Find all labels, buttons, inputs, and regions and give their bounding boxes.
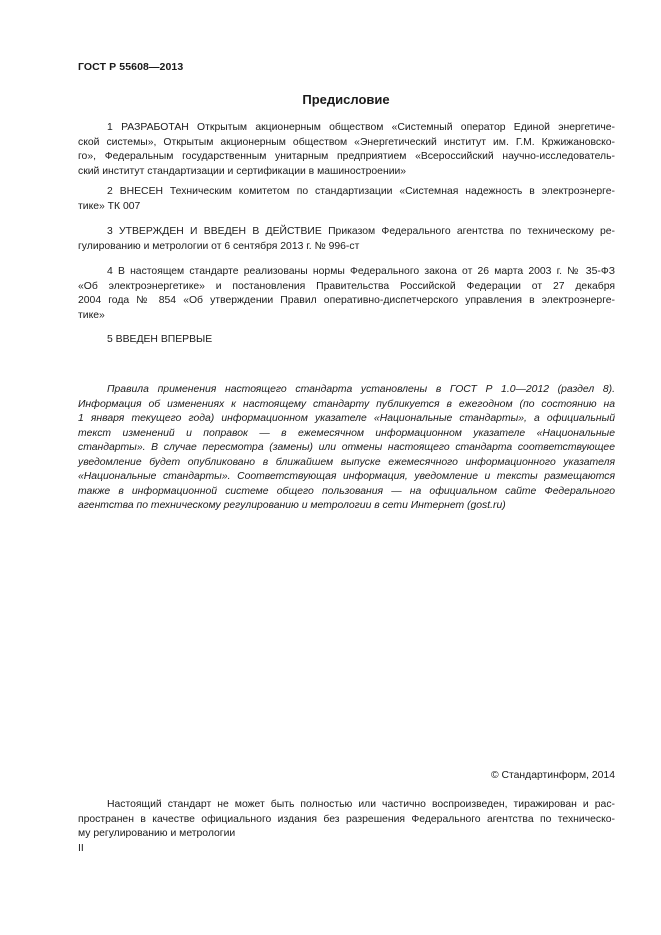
page-number: II — [78, 843, 84, 854]
text-line: «Об электроэнергетике» и постановления Правительства Российской Федерации от 27 декабря — [78, 280, 615, 292]
text-line: 1 января текущего года) информационном указателе «Национальные стандарты», а официальный — [78, 413, 615, 424]
text-line: 2004 года № 854 «Об утверждении Правил оперативно-диспетчерского управления в электроэнерге- — [78, 295, 615, 306]
text-line: текст изменений и поправок — в ежемесячном информационном указателе «Национальные — [78, 427, 615, 439]
text-line: 1 РАЗРАБОТАН Открытым акционерным обществом «Системный оператор Единой энергетиче- — [107, 122, 615, 133]
text-line: 2 ВНЕСЕН Техническим комитетом по стандартизации «Системная надежность в электроэнерге- — [107, 186, 615, 197]
text-line: ский институт стандартизации и сертификации в машиностроении» — [78, 165, 407, 177]
foreword-item-4 — [78, 265, 615, 323]
foreword-item-1 — [78, 121, 615, 179]
foreword-item-3 — [78, 225, 615, 254]
text-line: гулированию и метрологии от 6 сентября 2013 г. № 996-ст — [78, 240, 360, 252]
text-line: 4 В настоящем стандарте реализованы нормы Федерального закона от 26 марта 2003 г. № 35-ФЗ — [107, 266, 615, 277]
text-line: му регулированию и метрологии — [78, 828, 236, 839]
copyright-notice: © Стандартинформ, 2014 — [490, 770, 615, 781]
text-line: ской системы», Открытым акционерным обществом «Энергетический институт им. Г.М. Кржижановско- — [78, 136, 615, 148]
foreword-title: Предисловие — [302, 92, 390, 107]
text-line: «Национальные стандарты». Соответствующая информация, уведомление и тексты размещаются — [78, 471, 615, 482]
text-line: агентства по техническому регулированию и метрологии в сети Интернет (gost.ru) — [78, 500, 506, 511]
text-line: пространен в качестве официального издания без разрешения Федерального агентства по техническо- — [78, 813, 615, 825]
text-line: тике» — [78, 309, 105, 321]
text-line: го», Федеральным государственным унитарным предприятием «Всероссийский научно-исследователь- — [78, 151, 615, 162]
reproduction-notice — [78, 798, 615, 842]
text-line: Информация об изменениях к настоящему стандарту публикуется в ежегодном (по состоянию на — [78, 398, 615, 410]
text-line: 5 ВВЕДЕН ВПЕРВЫЕ — [107, 334, 213, 345]
foreword-item-2 — [78, 185, 615, 214]
text-line: стандарты». В случае пересмотра (замены) или отмены настоящего стандарта соответствующее — [78, 442, 615, 453]
document-code: ГОСТ Р 55608—2013 — [78, 61, 184, 73]
text-line: Правила применения настоящего стандарта установлены в ГОСТ Р 1.0—2012 (раздел 8). — [107, 384, 615, 395]
application-rules-note — [78, 383, 615, 514]
text-line: Настоящий стандарт не может быть полностью или частично воспроизведен, тиражирован и рас- — [107, 799, 615, 810]
foreword-item-5 — [78, 333, 615, 348]
text-line: тике» ТК 007 — [78, 200, 141, 212]
text-line: также в информационной системе общего пользования — на официальном сайте Федерального — [78, 485, 615, 497]
text-line: уведомление будет опубликовано в ближайшем выпуске ежемесячного информационного указателя — [78, 456, 615, 468]
text-line: 3 УТВЕРЖДЕН И ВВЕДЕН В ДЕЙСТВИЕ Приказом Федерального агентства по техническому ре- — [107, 226, 615, 237]
